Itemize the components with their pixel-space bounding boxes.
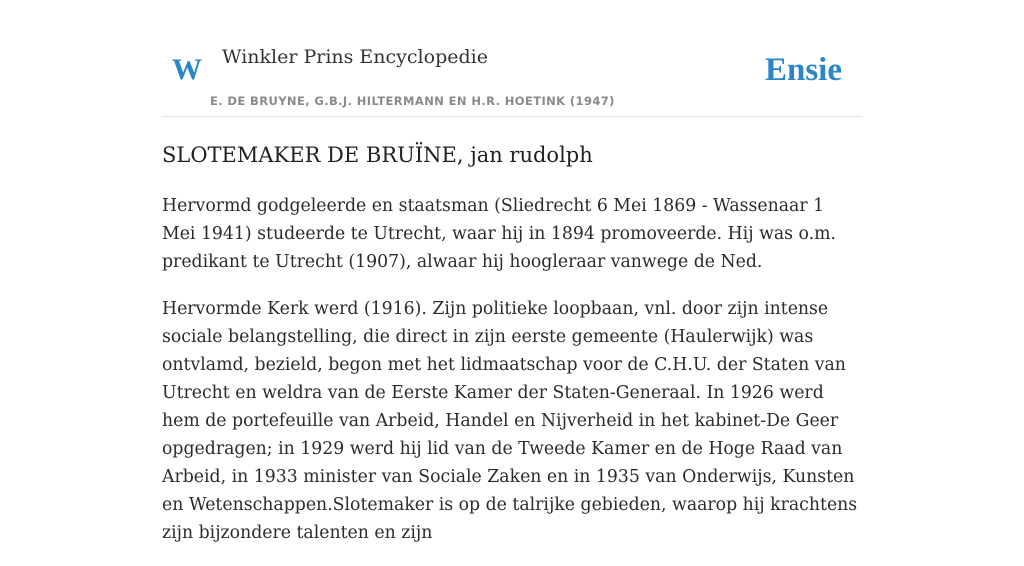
entry-paragraph: Hervormde Kerk werd (1916). Zijn politieke loopbaan, vnl. door zijn intense sociale belangstelling, die direct in zijn eerste gemeente (Haulerwijk) was ontvlamd, bezield, begon met het lidmaatschap voor de C.H.U. der Staten van Utrecht en weldra van de Eerste Kamer der Staten-Generaal. In 1926 werd hem de portefeuille van Arbeid, Handel en Nijverheid in het kabinet-De Geer opgedragen; in 1929 werd hij lid van de Tweede Kamer en de Hoge Raad van Arbeid, in 1933 minister van Sociale Zaken en in 1935 van Onderwijs, Kunsten en Wetenschappen.Slotemaker is op de talrijke gebieden, waarop hij krachtens zijn bijzondere talenten en zijn — [162, 299, 858, 543]
entry-body — [162, 192, 862, 566]
source-title[interactable]: Winkler Prins Encyclopedie — [222, 46, 488, 68]
source-header — [162, 0, 862, 117]
entry-title: SLOTEMAKER DE BRUÏNE, jan rudolph — [162, 143, 593, 167]
ensie-brand-logo[interactable]: Ensie — [764, 52, 842, 88]
winkler-prins-logo-icon: W — [172, 53, 202, 86]
entry-paragraph: Hervormd godgeleerde en staatsman (Sliedrecht 6 Mei 1869 - Wassenaar 1 Mei 1941) studeerde te Utrecht, waar hij in 1894 promoveerde. Hij was o.m. predikant te Utrecht (1907), alwaar hij hoogleraar vanwege de Ned. — [162, 196, 836, 272]
source-authors: E. DE BRUYNE, G.B.J. HILTERMANN EN H.R. HOETINK (1947) — [210, 94, 615, 108]
